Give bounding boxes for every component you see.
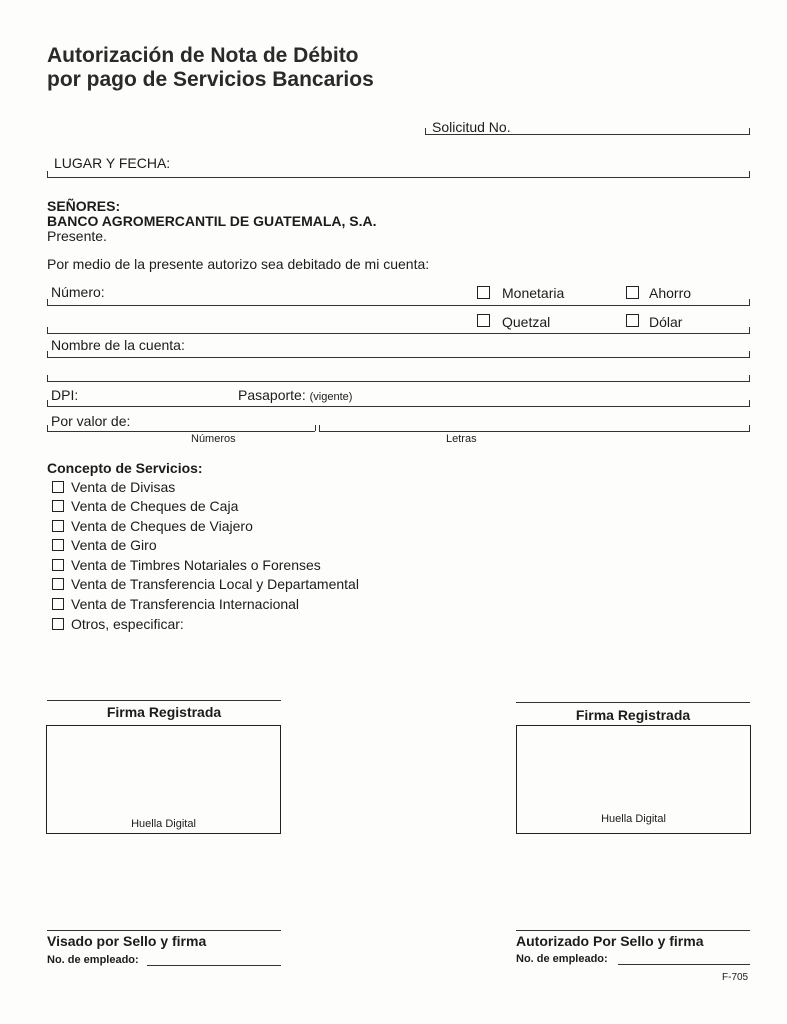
- form-title: [47, 44, 374, 92]
- fingerprint-box-left[interactable]: [46, 725, 281, 834]
- letras-caption: Letras: [446, 433, 477, 445]
- firma-registrada-right: Firma Registrada: [575, 707, 691, 723]
- intro-text: Por medio de la presente autorizo sea debitado de mi cuenta:: [47, 256, 430, 272]
- service-checkbox[interactable]: [52, 500, 64, 512]
- huella-digital-right: Huella Digital: [601, 813, 666, 825]
- service-item[interactable]: Venta de Cheques de Viajero: [52, 518, 253, 534]
- service-item[interactable]: Venta de Giro: [52, 537, 157, 553]
- solicitud-field[interactable]: [425, 134, 750, 135]
- empleado-left-label: No. de empleado:: [47, 954, 139, 966]
- nombre-cuenta-field[interactable]: [47, 357, 750, 358]
- numeros-caption: Números: [191, 433, 236, 445]
- dpi-label: DPI:: [51, 387, 79, 403]
- service-checkbox[interactable]: [52, 598, 64, 610]
- service-item[interactable]: Otros, especificar:: [52, 616, 184, 632]
- huella-digital-left: Huella Digital: [131, 818, 196, 830]
- dolar-checkbox[interactable]: [626, 314, 639, 327]
- service-item[interactable]: Venta de Transferencia Local y Departamental: [52, 576, 359, 592]
- empleado-left-field[interactable]: [147, 965, 281, 966]
- service-item[interactable]: Venta de Transferencia Internacional: [52, 596, 299, 612]
- service-item[interactable]: Venta de Cheques de Caja: [52, 498, 238, 514]
- quetzal-label: Quetzal: [502, 314, 551, 330]
- service-item[interactable]: Venta de Divisas: [52, 479, 175, 495]
- nombre-cuenta-field-2[interactable]: [47, 381, 750, 382]
- service-checkbox[interactable]: [52, 520, 64, 532]
- service-item[interactable]: Venta de Timbres Notariales o Forenses: [52, 557, 321, 573]
- empleado-right-field[interactable]: [618, 964, 750, 965]
- ahorro-checkbox[interactable]: [626, 286, 639, 299]
- monetaria-checkbox[interactable]: [477, 286, 490, 299]
- pasaporte-note: (vigente): [309, 391, 353, 403]
- valor-letras-field[interactable]: [319, 431, 750, 432]
- lugar-fecha-label: LUGAR Y FECHA:: [54, 155, 171, 171]
- empleado-right-label: No. de empleado:: [516, 953, 608, 965]
- ahorro-label: Ahorro: [649, 285, 692, 301]
- nombre-cuenta-label: Nombre de la cuenta:: [51, 337, 185, 353]
- lugar-fecha-field[interactable]: [47, 177, 750, 178]
- service-checkbox[interactable]: [52, 559, 64, 571]
- title-line-2: por pago de Servicios Bancarios: [47, 68, 374, 91]
- solicitud-label: Solicitud No.: [432, 119, 511, 135]
- signature-line-right[interactable]: [516, 702, 750, 703]
- autorizado-line[interactable]: [516, 930, 750, 931]
- senores-label: SEÑORES:: [47, 198, 121, 214]
- visado-label: Visado por Sello y firma: [47, 933, 207, 949]
- service-checkbox[interactable]: [52, 539, 64, 551]
- presente-label: Presente.: [47, 228, 107, 244]
- numero-field-2[interactable]: [47, 333, 750, 334]
- quetzal-checkbox[interactable]: [477, 314, 490, 327]
- service-checkbox[interactable]: [52, 481, 64, 493]
- firma-registrada-left: Firma Registrada: [106, 704, 222, 720]
- service-checkbox[interactable]: [52, 578, 64, 590]
- services-heading: Concepto de Servicios:: [47, 460, 203, 476]
- dolar-label: Dólar: [649, 314, 683, 330]
- signature-line-left[interactable]: [47, 700, 281, 701]
- autorizado-label: Autorizado Por Sello y firma: [516, 933, 704, 949]
- dpi-pasaporte-field[interactable]: [47, 406, 750, 407]
- form-code: F-705: [722, 972, 749, 983]
- numero-field[interactable]: [47, 305, 750, 306]
- title-line-1: Autorización de Nota de Débito: [47, 44, 359, 67]
- visado-line[interactable]: [47, 930, 281, 931]
- por-valor-label: Por valor de:: [51, 413, 131, 429]
- pasaporte-label: Pasaporte: (vigente): [238, 387, 353, 403]
- service-checkbox[interactable]: [52, 618, 64, 630]
- bank-name: BANCO AGROMERCANTIL DE GUATEMALA, S.A.: [47, 213, 377, 229]
- numero-label: Número:: [51, 284, 105, 300]
- valor-numeros-field[interactable]: [47, 431, 315, 432]
- monetaria-label: Monetaria: [502, 285, 565, 301]
- fingerprint-box-right[interactable]: [516, 725, 751, 834]
